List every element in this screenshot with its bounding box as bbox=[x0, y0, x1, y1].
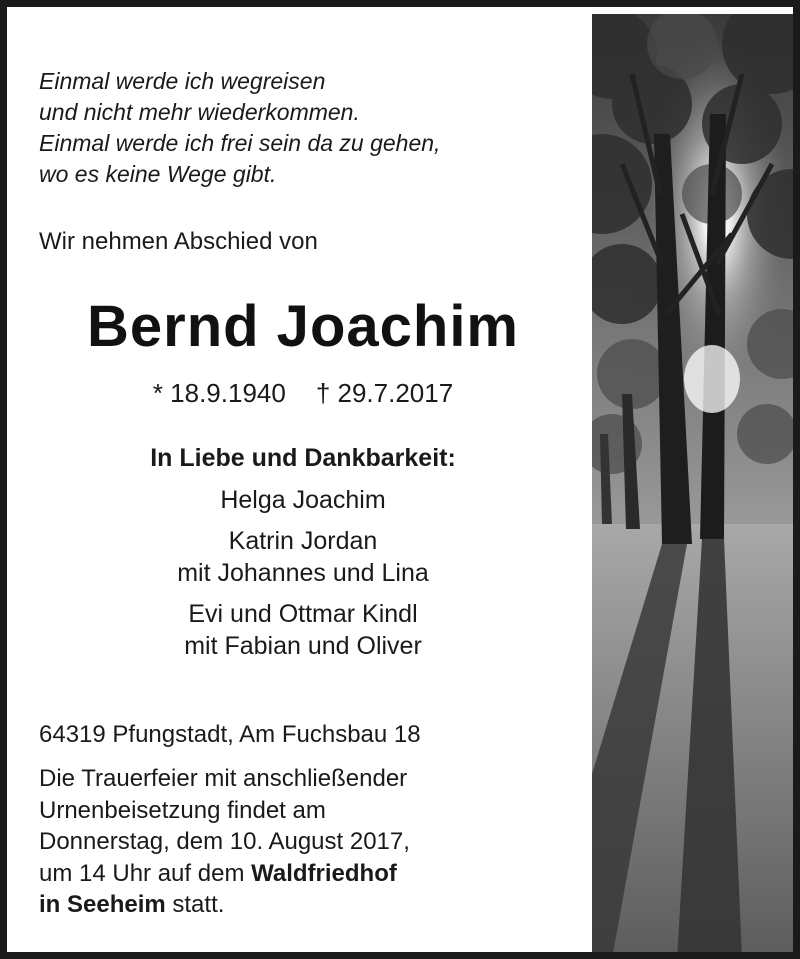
poem-line: wo es keine Wege gibt. bbox=[39, 161, 277, 187]
cemetery-location: in Seeheim bbox=[39, 891, 166, 918]
ceremony-line bbox=[39, 858, 410, 890]
birth-date: * 18.9.1940 bbox=[152, 378, 286, 408]
poem-line: und nicht mehr wiederkommen. bbox=[39, 99, 360, 125]
ceremony-line: Die Trauerfeier mit anschließender bbox=[39, 765, 408, 792]
ceremony-closing: statt. bbox=[165, 891, 225, 918]
death-date: † 29.7.2017 bbox=[315, 378, 454, 408]
ceremony-time: um 14 Uhr auf dem bbox=[39, 859, 252, 887]
obituary-text-column bbox=[14, 14, 592, 959]
cemetery-name: Waldfriedhof bbox=[251, 859, 397, 887]
ceremony-line bbox=[39, 889, 410, 921]
mourner-group bbox=[14, 598, 592, 662]
poem-line: Einmal werde ich wegreisen bbox=[39, 68, 326, 94]
mourner-group bbox=[14, 525, 592, 589]
deceased-name: Bernd Joachim bbox=[87, 294, 519, 359]
family-address: 64319 Pfungstadt, Am Fuchsbau 18 bbox=[39, 721, 421, 748]
ceremony-line: Donnerstag, dem 10. August 2017, bbox=[39, 828, 410, 855]
mourner-line: mit Johannes und Lina bbox=[177, 559, 429, 587]
mourners-heading: In Liebe und Dankbarkeit: bbox=[150, 444, 456, 472]
mourner-line: Helga Joachim bbox=[220, 486, 386, 514]
mourner-line: Katrin Jordan bbox=[228, 527, 378, 555]
park-trees-sunlight-photo bbox=[592, 14, 800, 959]
ceremony-details bbox=[39, 763, 410, 921]
ceremony-line: Urnenbeisetzung findet am bbox=[39, 796, 326, 824]
mourner-line: Evi und Ottmar Kindl bbox=[188, 600, 418, 628]
mourners-block bbox=[14, 442, 592, 671]
poem-line: Einmal werde ich frei sein da zu gehen, bbox=[39, 130, 441, 156]
life-dates bbox=[14, 376, 592, 410]
poem bbox=[39, 66, 440, 190]
farewell-intro: Wir nehmen Abschied von bbox=[39, 228, 318, 255]
mourner-group bbox=[14, 484, 592, 516]
mourner-line: mit Fabian und Oliver bbox=[184, 632, 422, 660]
